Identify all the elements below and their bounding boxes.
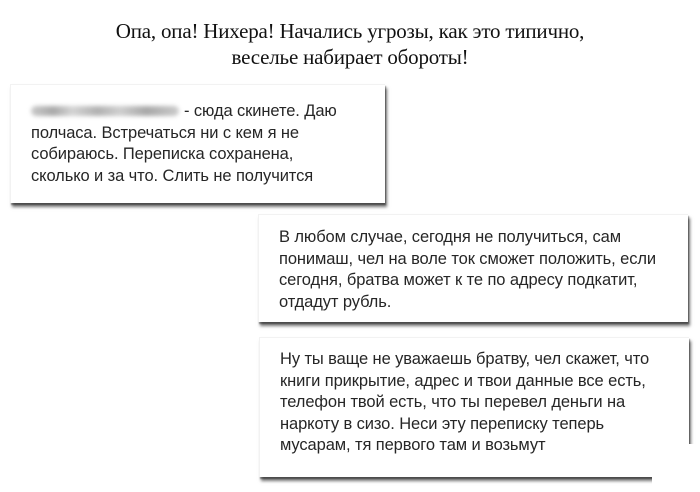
caption-line-2: веселье набирает обороты!: [231, 45, 469, 69]
caption-heading: [0, 18, 700, 70]
message-line: наркоту в сизо. Неси эту переписку теперь: [280, 414, 605, 433]
message-text: [31, 101, 337, 187]
message-line: полчаса. Встречаться ни с кем я не: [31, 123, 299, 142]
caption-line-1: Опа, опа! Нихера! Начались угрозы, как это типично,: [115, 19, 585, 43]
message-line: В любом случае, сегодня не получиться, сам: [279, 228, 621, 246]
message-line: отдадут рубль.: [279, 292, 392, 311]
message-line: сегодня, братва может к те по адресу подкатит,: [279, 271, 638, 289]
message-card-3: [259, 337, 689, 477]
message-line: понимаш, чел на воле ток сможет положить, если: [279, 249, 657, 268]
message-line: сколько и за что. Слить не получится: [31, 166, 314, 185]
white-cover-patch: [652, 444, 700, 492]
message-card-2: [258, 214, 688, 322]
message-line-text: - сюда скинете. Даю: [184, 102, 337, 120]
redacted-phone-blur: [31, 106, 179, 116]
message-line: телефон твой есть, что ты перевел деньги на: [280, 393, 626, 411]
message-line: мусарам, тя первого там и возьмут: [280, 436, 546, 454]
message-line: Ну ты ваще не уважаешь братву, чел скажет, что: [280, 350, 650, 368]
message-text: [279, 227, 656, 313]
message-text: [280, 349, 649, 457]
message-line: [31, 101, 337, 123]
message-line: книги прикрытие, адрес и твои данные все есть,: [280, 371, 646, 390]
message-card-1: [10, 84, 385, 203]
message-line: собираюсь. Переписка сохранена,: [31, 145, 294, 163]
